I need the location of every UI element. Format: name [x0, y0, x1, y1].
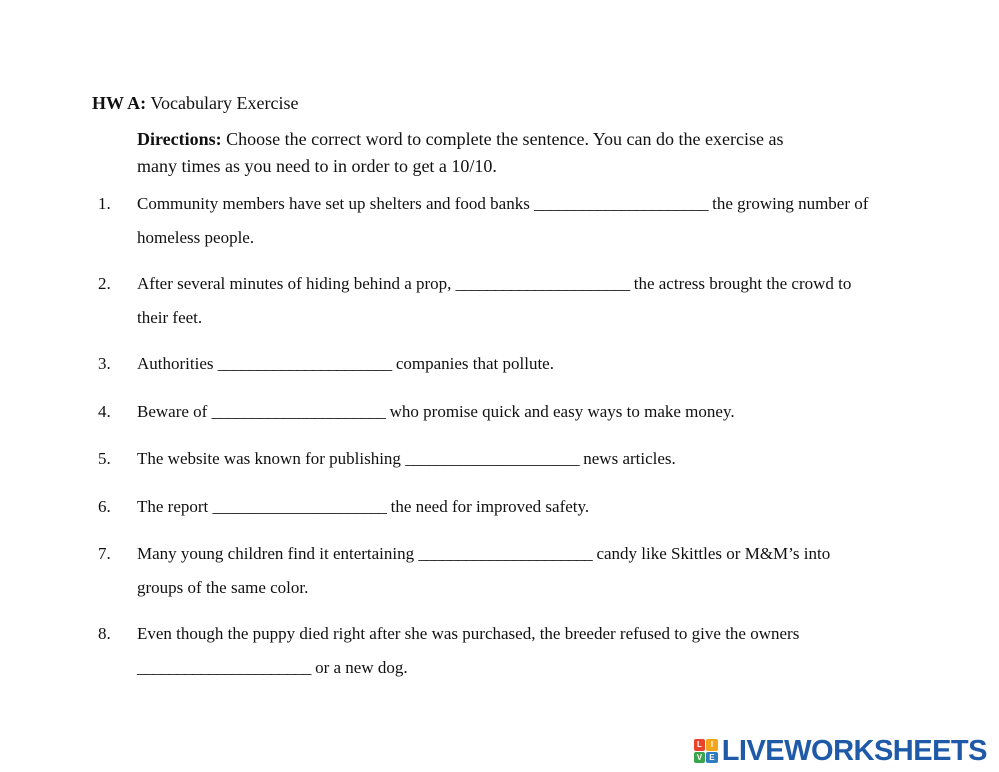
question-number: 4. — [98, 402, 111, 421]
question-text: The website was known for publishing ______________________ news articles. — [137, 449, 676, 468]
question-number: 5. — [98, 449, 111, 468]
question-text: After several minutes of hiding behind a prop, ______________________ the actress brought the crowd to their feet. — [137, 274, 852, 327]
question-text: Authorities ______________________ companies that pollute. — [137, 354, 554, 373]
answer-blank[interactable]: ______________________ — [534, 194, 708, 213]
question-number: 6. — [98, 497, 111, 516]
liveworksheets-logo-icon: L I V E — [694, 739, 718, 763]
brand-name: LIVEWORKSHEETS — [721, 734, 987, 767]
answer-blank[interactable]: ______________________ — [455, 274, 630, 293]
question-text: The report ______________________ the need for improved safety. — [137, 497, 590, 516]
question-text: Many young children find it entertaining ______________________ candy like Skittles or M&M’s into groups of the same color. — [137, 544, 831, 597]
directions-label: Directions: — [137, 129, 222, 149]
question-number: 3. — [98, 354, 111, 373]
directions-line-1: Choose the correct word to complete the sentence. You can do the exercise as — [226, 129, 784, 149]
title-text: Vocabulary Exercise — [150, 93, 299, 113]
answer-blank[interactable]: ______________________ — [217, 354, 392, 373]
directions-line-2: many times as you need to in order to get a 10/10. — [137, 156, 497, 176]
liveworksheets-footer — [694, 736, 987, 766]
question-number: 8. — [98, 624, 111, 643]
question-text: Community members have set up shelters and food banks ______________________ the growing number of homeless people. — [137, 194, 869, 247]
answer-blank[interactable]: ______________________ — [211, 402, 386, 421]
answer-blank[interactable]: ______________________ — [405, 449, 579, 468]
question-text: Even though the puppy died right after she was purchased, the breeder refused to give the owners ______________________ or a new dog. — [137, 624, 800, 677]
title-label: HW A: — [92, 93, 147, 113]
answer-blank[interactable]: ______________________ — [137, 658, 311, 677]
question-number: 2. — [98, 274, 111, 293]
question-number: 1. — [98, 194, 111, 213]
exercise-title — [92, 92, 298, 114]
answer-blank[interactable]: ______________________ — [418, 544, 593, 563]
question-text: Beware of ______________________ who promise quick and easy ways to make money. — [137, 402, 735, 421]
answer-blank[interactable]: ______________________ — [212, 497, 387, 516]
question-number: 7. — [98, 544, 111, 563]
directions — [137, 126, 897, 180]
